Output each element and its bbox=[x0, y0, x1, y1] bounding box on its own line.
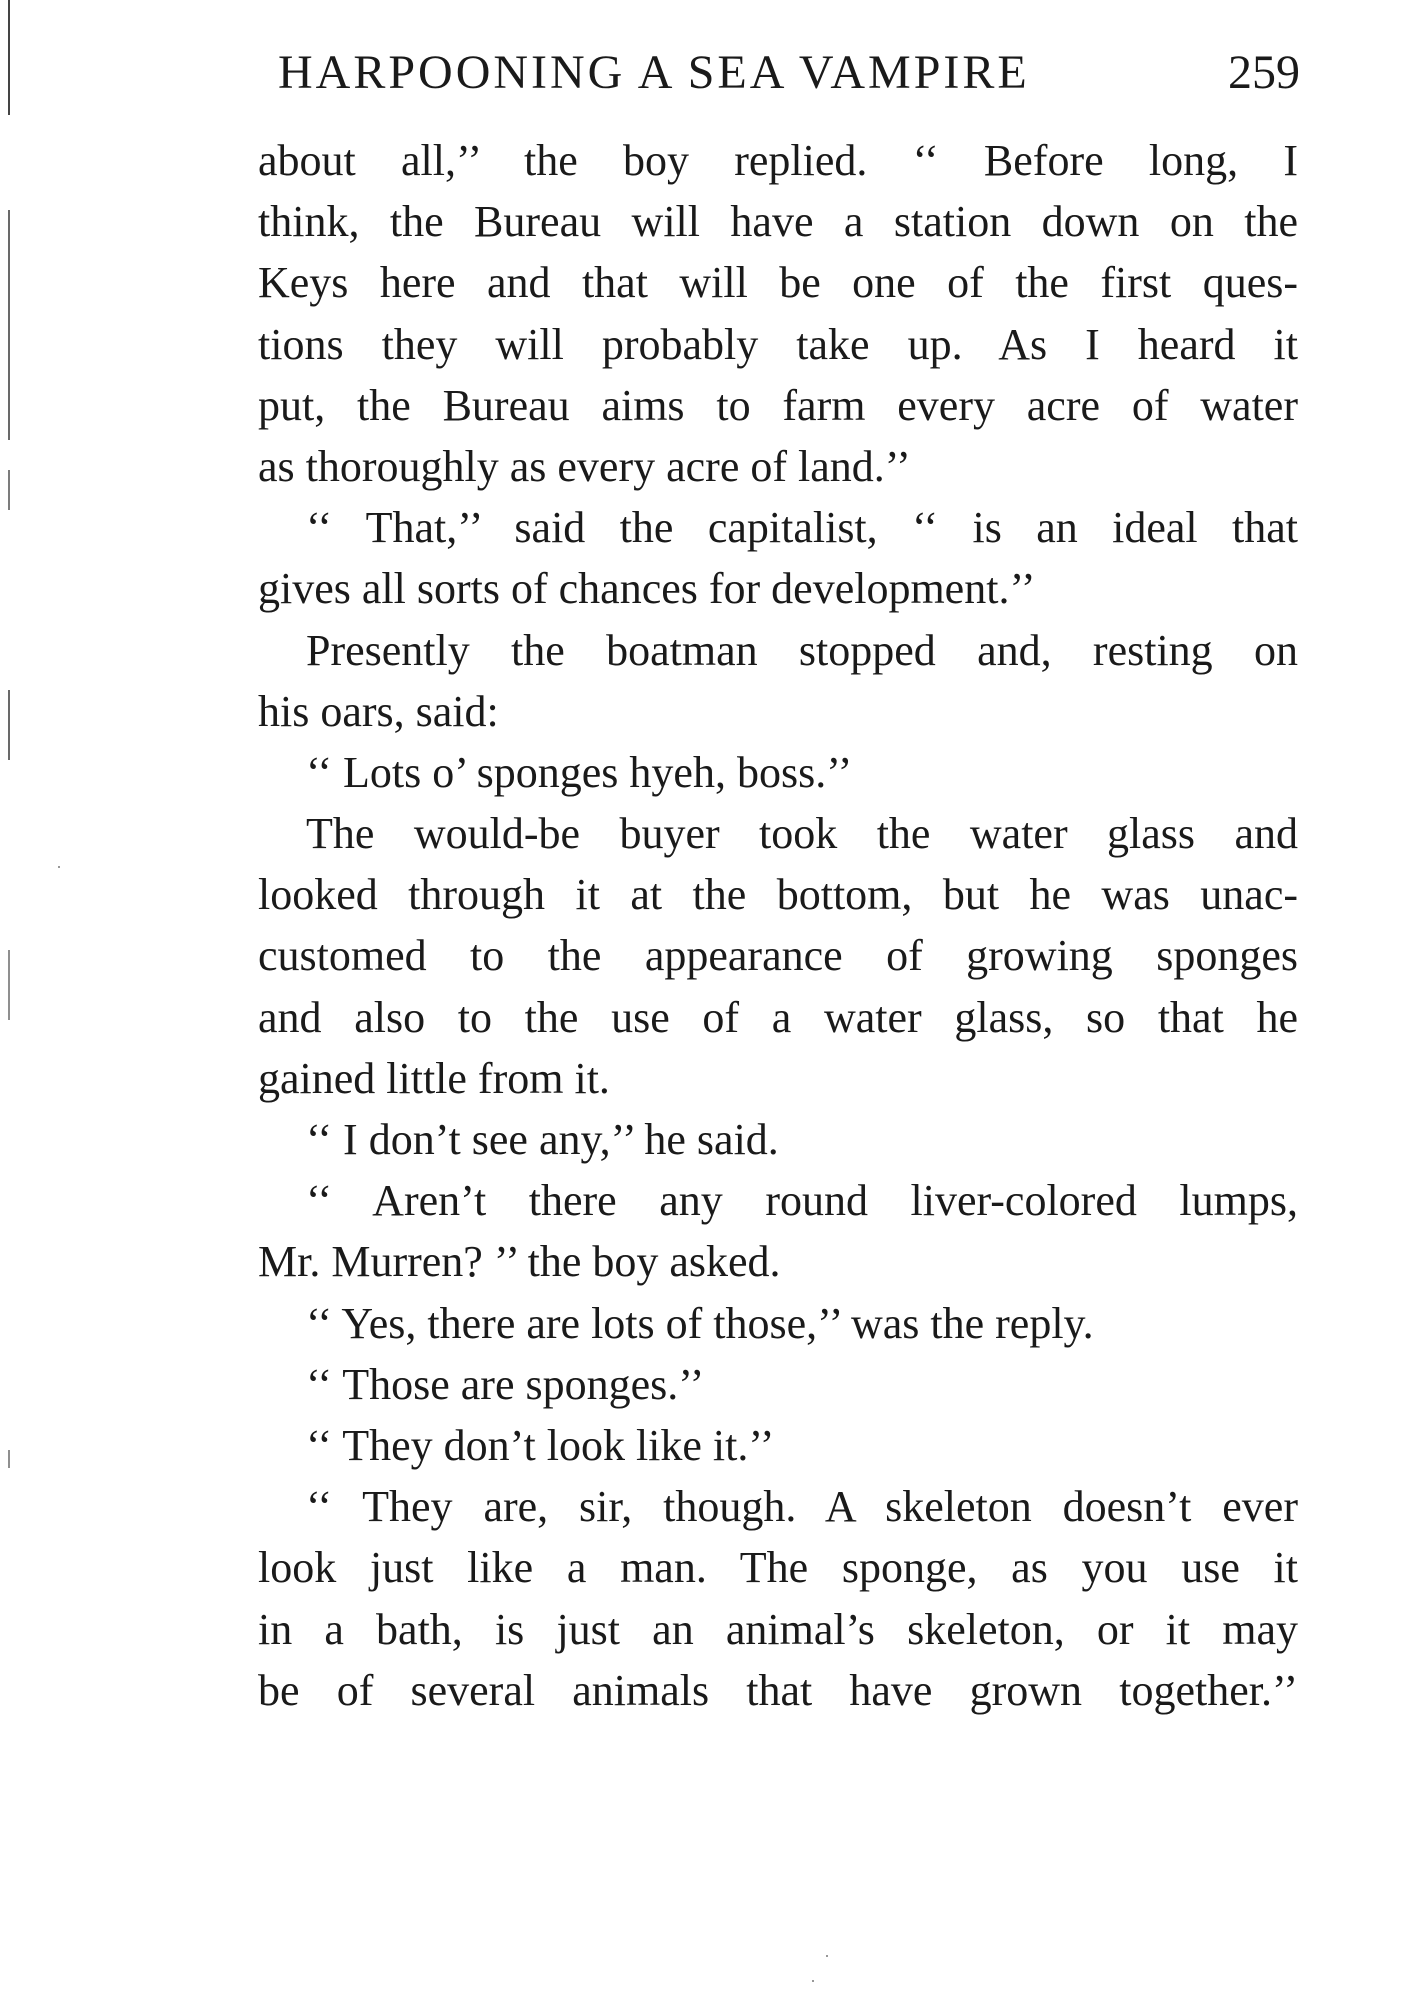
text-line: ‘‘ They are, sir, though. A skeleton doesn’t ever bbox=[306, 1482, 1298, 1532]
body-text bbox=[258, 130, 1298, 1721]
scan-edge-line bbox=[8, 210, 10, 440]
text-line: ‘‘ Those are sponges.’’ bbox=[306, 1359, 705, 1409]
text-line: in a bath, is just an animal’s skeleton, or it may bbox=[258, 1604, 1298, 1654]
text-line: gained little from it. bbox=[258, 1053, 610, 1103]
running-head bbox=[278, 38, 1300, 108]
text-line: customed to the appearance of growing sponges bbox=[258, 931, 1298, 981]
text-line: ‘‘ Aren’t there any round liver-colored lumps, bbox=[306, 1176, 1298, 1226]
text-line: ‘‘ That,’’ said the capitalist, ‘‘ is an ideal that bbox=[306, 503, 1298, 553]
text-line: gives all sorts of chances for development.’’ bbox=[258, 564, 1036, 614]
text-line: ‘‘ Lots o’ sponges hyeh, boss.’’ bbox=[306, 747, 853, 797]
page-number: 259 bbox=[1228, 46, 1300, 99]
running-title: HARPOONING A SEA VAMPIRE bbox=[278, 46, 1030, 99]
text-line: think, the Bureau will have a station down on the bbox=[258, 197, 1298, 247]
scan-speck bbox=[826, 1955, 828, 1957]
text-line: Keys here and that will be one of the first ques- bbox=[258, 258, 1298, 308]
text-line: ‘‘ Yes, there are lots of those,’’ was the reply. bbox=[306, 1298, 1094, 1348]
text-line: and also to the use of a water glass, so that he bbox=[258, 992, 1298, 1042]
text-line: be of several animals that have grown together.’’ bbox=[258, 1665, 1298, 1715]
scan-speck bbox=[812, 1980, 814, 1982]
text-line: Presently the boatman stopped and, resting on bbox=[306, 625, 1298, 675]
text-line: The would-be buyer took the water glass and bbox=[306, 809, 1298, 859]
scan-speck bbox=[58, 866, 60, 868]
scan-edge-line bbox=[8, 0, 10, 115]
text-line: about all,’’ the boy replied. ‘‘ Before long, I bbox=[258, 136, 1298, 185]
scan-edge-line bbox=[8, 950, 10, 1020]
text-line: looked through it at the bottom, but he was unac- bbox=[258, 870, 1298, 920]
scan-edge-line bbox=[8, 690, 10, 760]
text-line: his oars, said: bbox=[258, 686, 499, 736]
text-line: ‘‘ I don’t see any,’’ he said. bbox=[306, 1115, 779, 1164]
text-line: ‘‘ They don’t look like it.’’ bbox=[306, 1420, 775, 1470]
text-line: tions they will probably take up. As I heard it bbox=[258, 319, 1298, 369]
text-line: as thoroughly as every acre of land.’’ bbox=[258, 441, 911, 491]
text-line: look just like a man. The sponge, as you use it bbox=[258, 1543, 1298, 1593]
text-line: put, the Bureau aims to farm every acre of water bbox=[258, 380, 1298, 430]
scan-edge-line bbox=[8, 1450, 10, 1468]
scan-edge-line bbox=[8, 470, 10, 510]
text-line: Mr. Murren? ’’ the boy asked. bbox=[258, 1237, 781, 1287]
